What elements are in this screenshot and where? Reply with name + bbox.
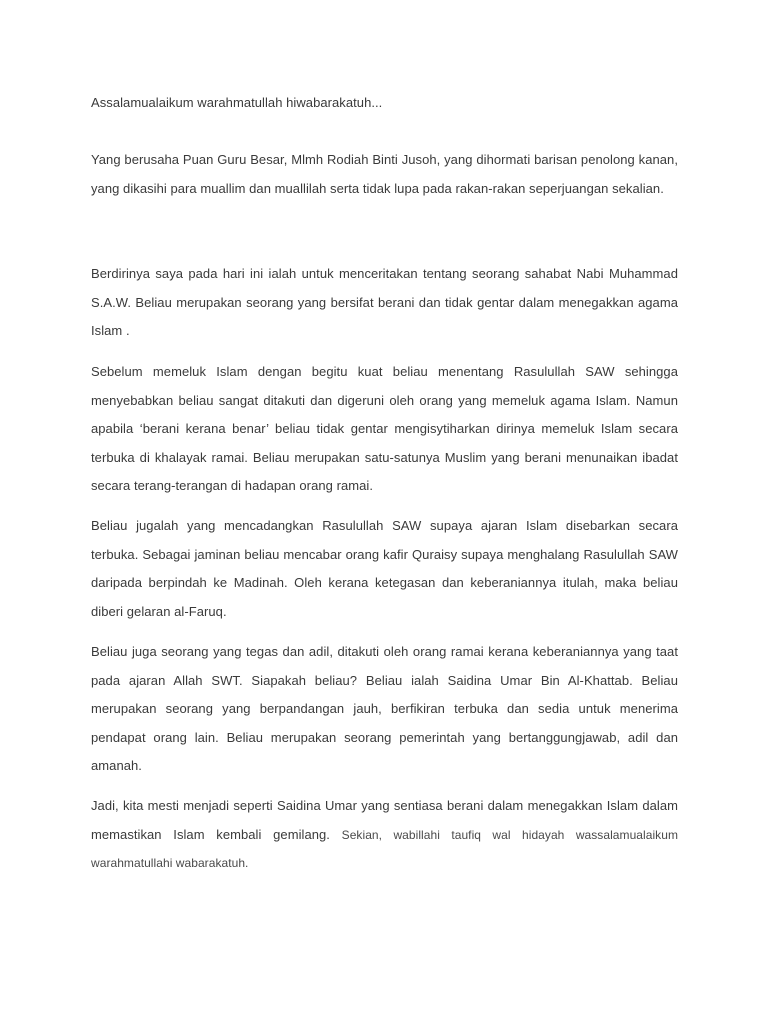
closing-text: Sekian, wabillahi taufiq wal hidayah wassalamualaikum warahmatullahi wabarakatuh. [91, 827, 678, 870]
paragraph-introduction: Berdirinya saya pada hari ini ialah untuk menceritakan tentang seorang sahabat Nabi Muhammad S.A.W. Beliau merupakan seorang yang bersifat berani dan tidak gentar dalam menegakkan agama Islam . [91, 266, 678, 338]
paragraph-identity: Beliau juga seorang yang tegas dan adil, ditakuti oleh orang ramai kerana keberaniannya yang taat pada ajaran Allah SWT. Siapakah beliau? Beliau ialah Saidina Umar Bin Al-Khattab. Beliau merupakan seorang yang berpandangan jauh, berfikiran terbuka dan sedia untuk menerima pendapat orang lain. Beliau merupakan seorang pemerintah yang bertanggungjawab, adil dan amanah. [91, 644, 678, 773]
paragraph-before-islam: Sebelum memeluk Islam dengan begitu kuat beliau menentang Rasulullah SAW sehingga menyebabkan beliau sangat ditakuti dan digeruni oleh orang yang memeluk agama Islam. Namun apabila ‘berani kerana benar’ beliau tidak gentar mengisytiharkan dirinya memeluk Islam secara terbuka di khalayak ramai. Beliau merupakan satu-satunya Muslim yang berani menunaikan ibadat secara terang-terangan di hadapan orang ramai. [91, 364, 678, 493]
paragraph-conclusion [91, 792, 678, 878]
conclusion-text: Jadi, kita mesti menjadi seperti Saidina Umar yang sentiasa berani dalam menegakkan Islam dalam memastikan Islam kembali gemilang. [91, 798, 678, 842]
paragraph-al-faruq: Beliau jugalah yang mencadangkan Rasulullah SAW supaya ajaran Islam disebarkan secara terbuka. Sebagai jaminan beliau mencabar orang kafir Quraisy supaya menghalang Rasulullah SAW daripada berpindah ke Madinah. Oleh kerana ketegasan dan keberaniannya itulah, maka beliau diberi gelaran al-Faruq. [91, 518, 678, 619]
paragraph-salutation: Yang berusaha Puan Guru Besar, Mlmh Rodiah Binti Jusoh, yang dihormati barisan penolong kanan, yang dikasihi para muallim dan muallilah serta tidak lupa pada rakan-rakan seperjuangan sekalian. [91, 152, 678, 196]
greeting-line: Assalamualaikum warahmatullah hiwabarakatuh... [91, 95, 383, 110]
